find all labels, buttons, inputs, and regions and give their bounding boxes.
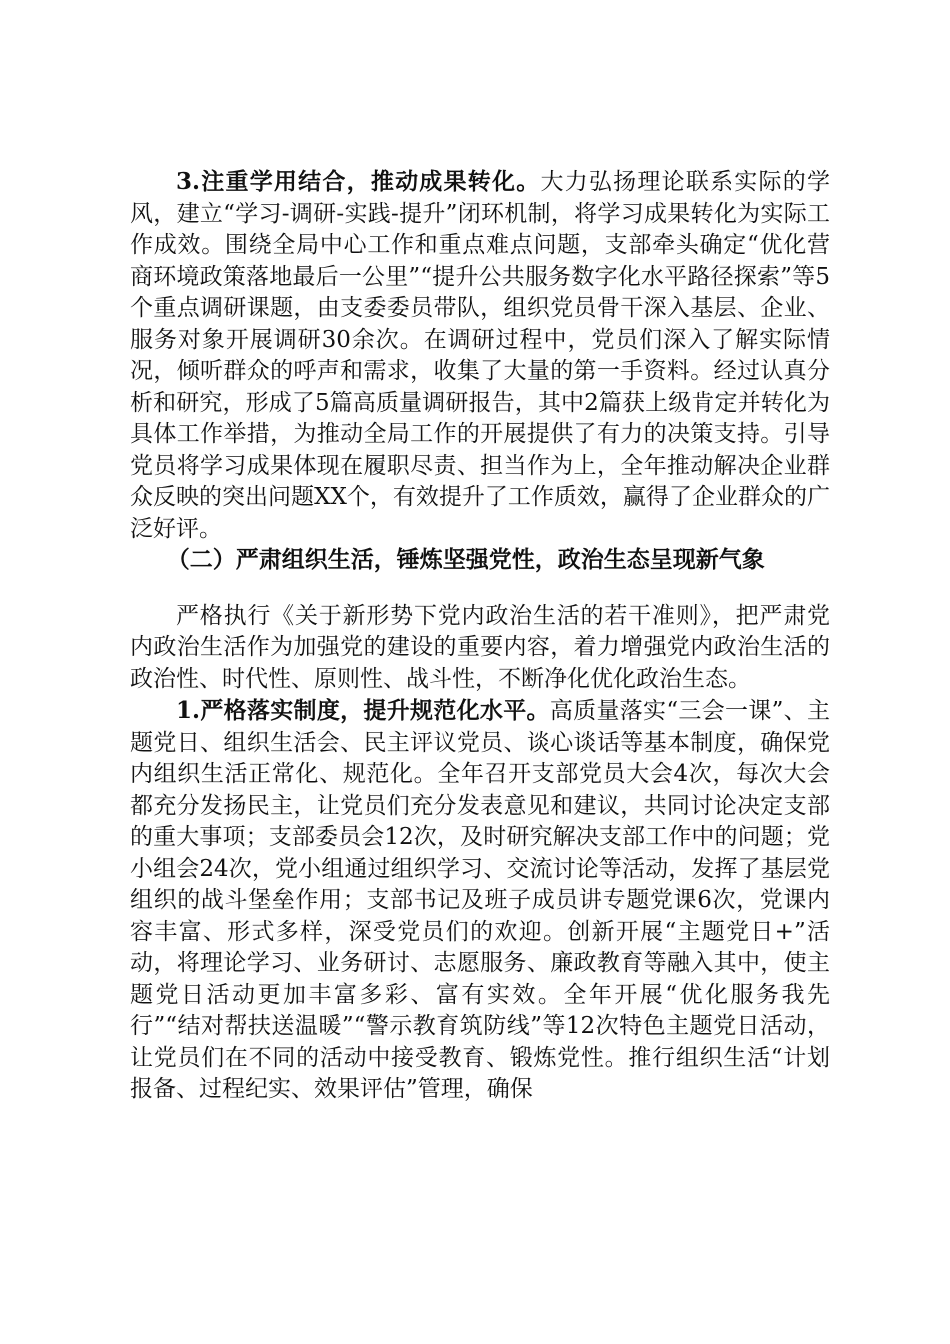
section-2-1-body: 高质量落实“三会一课”、主题党日、组织生活会、民主评议党员、谈心谈话等基本制度，确保党内组织生活正常化、规范化。全年召开支部党员大会4次，每次大会都充分发扬民主，让党员们充分发表意见和建议，共同讨论决定支部的重大事项；支部委员会12次，及时研究解决支部工作中的问题；党小组会24次，党小组通过组织学习、交流讨论等活动，发挥了基层党组织的战斗堡垒作用；支部书记及班子成员讲专题党课6次，党课内容丰富、形式多样，深受党员们的欢迎。创新开展“主题党日+”活动，将理论学习、业务研讨、志愿服务、廉政教育等融入其中，使主题党日活动更加丰富多彩、富有实效。全年开展“优化服务我先行”“结对帮扶送温暖”“警示教育筑防线”等12次特色主题党日活动，让党员们在不同的活动中接受教育、锻炼党性。推行组织生活“计划报备、过程纪实、效果评估”管理，确保 (130, 698, 830, 1102)
section-2-1-lead: 1.严格落实制度，提升规范化水平。 (176, 697, 550, 724)
paragraph-section-3 (130, 166, 830, 545)
section-heading-2: （二）严肃组织生活，锤炼坚强党性，政治生态呈现新气象 (166, 547, 765, 573)
section-3-lead: 3.注重学用结合，推动成果转化。 (176, 168, 541, 195)
paragraph-intro-2: 严格执行《关于新形势下党内政治生活的若干准则》，把严肃党内政治生活作为加强党的建设的重要内容，着力增强党内政治生活的政治性、时代性、原则性、战斗性，不断净化优化政治生态。 (130, 602, 830, 692)
paragraph-section-2-1 (130, 695, 830, 1106)
document-body (130, 166, 830, 1106)
section-3-body: 大力弘扬理论联系实际的学风，建立“学习-调研-实践-提升”闭环机制，将学习成果转化为实际工作成效。围绕全局中心工作和重点难点问题，支部牵头确定“优化营商环境政策落地最后一公里”“提升公共服务数字化水平路径探索”等5个重点调研课题，由支委委员带队，组织党员骨干深入基层、企业、服务对象开展调研30余次。在调研过程中，党员们深入了解实际情况，倾听群众的呼声和需求，收集了大量的第一手资料。经过认真分析和研究，形成了5篇高质量调研报告，其中2篇获上级肯定并转化为具体工作举措，为推动全局工作的开展提供了有力的决策支持。引导党员将学习成果体现在履职尽责、担当作为上，全年推动解决企业群众反映的突出问题XX个，有效提升了工作质效，赢得了企业群众的广泛好评。 (130, 169, 831, 542)
